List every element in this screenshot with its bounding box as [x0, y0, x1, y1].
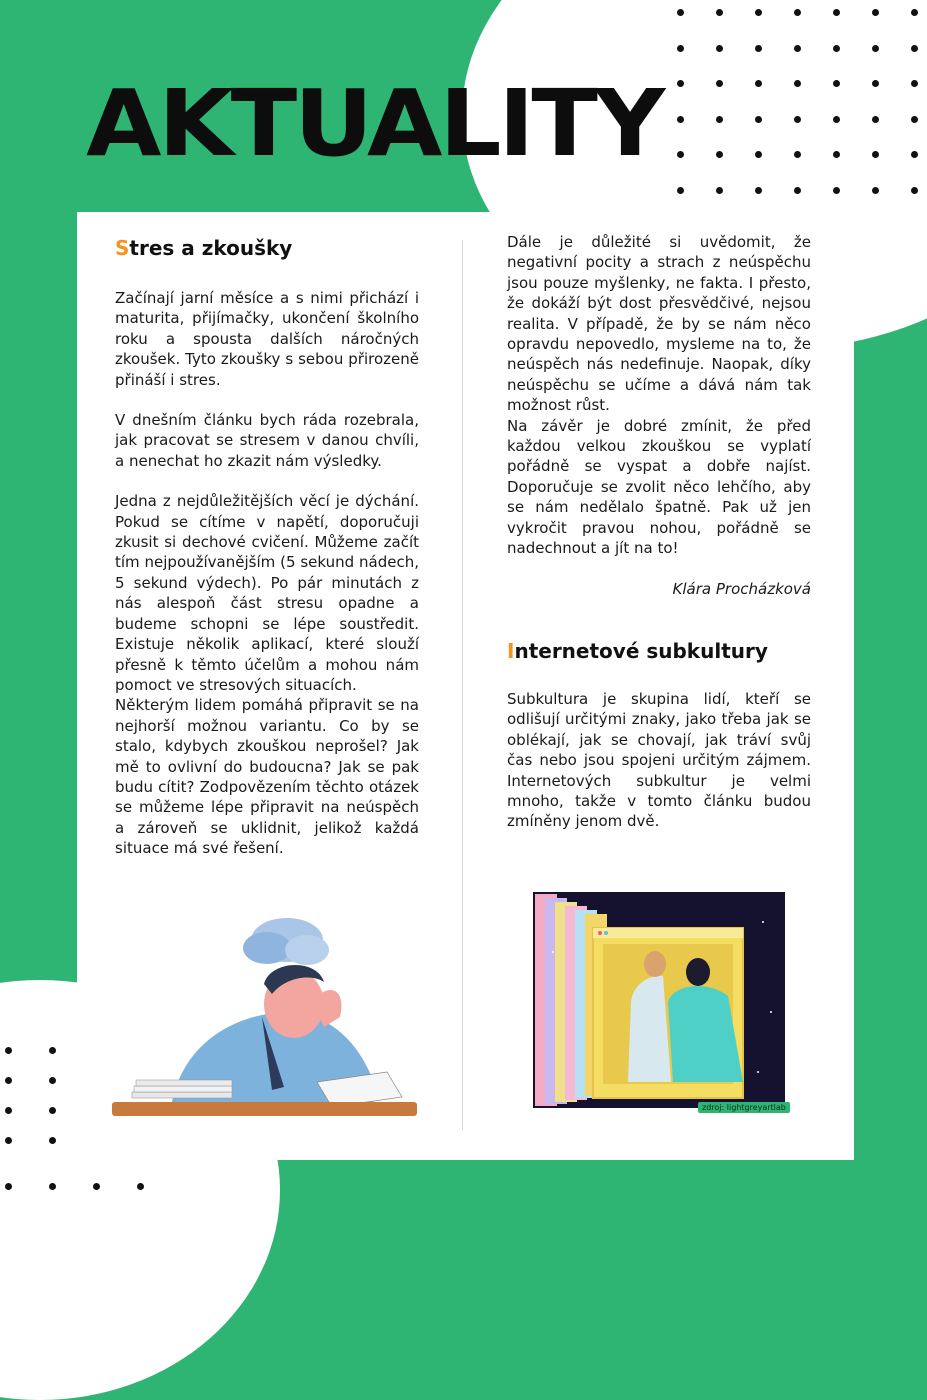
article-stres-paragraph-3: Jedna z nejdůležitějších věcí je dýchání. Pokud se cítíme v napětí, doporučuji zkusit si dechové cvičení. Můžeme začít tím nejpoužívanějším (5 sekund nádech, 5 sekund výdech). Po pár minutách z nás alespoň část stresu opadne a budeme schopni se lépe soustředit. Existuje několik aplikací, které slouží přesně k těmto účelům a mohou nám pomoct ve stresových situacích. — [115, 492, 419, 694]
decorative-dot — [5, 1107, 12, 1114]
decorative-dot — [911, 45, 918, 52]
decorative-dot — [794, 151, 801, 158]
article-stres-paragraph-5: Dále je důležité si uvědomit, že negativní pocity a strach z neúspěchu jsou pouze myšlenky, ne fakta. I přesto, že dokáží být dost přesvědčivé, nejsou realita. V případě, že by se nám něco opravdu nepovedlo, mysleme na to, že neúspěch nás nedefinuje. Naopak, díky neúspěchu se učíme a dává nám tak možnost růst. — [507, 233, 811, 415]
article-stres-paragraph-2: V dnešním článku bych ráda rozebrala, jak pracovat se stresem v danou chvíli, a nenechat ho zkazit nám výsledky. — [115, 411, 419, 470]
decorative-dot — [716, 116, 723, 123]
decorative-dot — [794, 45, 801, 52]
article-author: Klára Procházková — [672, 579, 811, 598]
article-subkultury-paragraph: Subkultura je skupina lidí, kteří se odlišují určitými znaky, jako třeba jak se oblékají, jak se chovají, jak tráví svůj čas nebo jsou spojeni určitým zájmem. Internetových subkultur je velmi mnoho, takže v tomto článku budou zmíněny jenom dvě. — [507, 689, 811, 831]
decorative-dot — [5, 1183, 12, 1190]
decorative-dot — [872, 116, 879, 123]
article-stres-paragraph-1: Začínají jarní měsíce a s nimi přichází i maturita, přijímačky, ukončení školního roku a spousta dalších náročných zkoušek. Tyto zkoušky s sebou přirozeně přináší i stres. — [115, 289, 419, 389]
decorative-dot — [677, 151, 684, 158]
decorative-dot — [911, 151, 918, 158]
decorative-dot — [872, 9, 879, 16]
decorative-dot — [755, 45, 762, 52]
decorative-dot — [677, 9, 684, 16]
decorative-dot — [93, 1183, 100, 1190]
heading-initial: S — [115, 236, 130, 260]
decorative-dot — [677, 116, 684, 123]
decorative-dot — [872, 187, 879, 194]
decorative-dot — [677, 80, 684, 87]
decorative-dot — [49, 1183, 56, 1190]
decorative-dot — [833, 9, 840, 16]
decorative-dot — [716, 80, 723, 87]
decorative-dot — [794, 116, 801, 123]
decorative-dot — [833, 187, 840, 194]
decorative-dot — [911, 187, 918, 194]
decorative-dot — [911, 9, 918, 16]
decorative-dot — [716, 187, 723, 194]
article-stres-heading — [115, 236, 419, 260]
decorative-dot — [49, 1047, 56, 1054]
decorative-dot — [49, 1077, 56, 1084]
decorative-dot — [755, 116, 762, 123]
decorative-dot — [677, 45, 684, 52]
decorative-dot — [794, 80, 801, 87]
page-title: AKTUALITY — [86, 70, 663, 177]
heading-text: tres a zkoušky — [129, 236, 293, 260]
heading-text: nternetové subkultury — [514, 638, 768, 663]
decorative-dot — [716, 151, 723, 158]
article-stres-column — [115, 236, 419, 859]
stressed-student-illustration — [112, 912, 424, 1122]
decorative-dot — [872, 80, 879, 87]
decorative-dot — [833, 116, 840, 123]
subculture-illustration — [533, 892, 785, 1108]
decorative-dot — [872, 151, 879, 158]
decorative-dot — [911, 80, 918, 87]
decorative-dot — [5, 1077, 12, 1084]
decorative-dot — [49, 1107, 56, 1114]
decorative-dot — [755, 151, 762, 158]
decorative-dot — [911, 116, 918, 123]
decorative-dot — [872, 45, 879, 52]
article-stres-paragraph-6: Na závěr je dobré zmínit, že před každou velkou zkouškou se vyplatí pořádně se vyspat a dobře najíst. Doporučuje se zvolit něco lehčího, aby se nám nedělalo špatně. Pak už jen vykročit pravou nohou, pořádně se nadechnout a jít na to! — [507, 416, 811, 558]
article-stres-paragraph-4: Některým lidem pomáhá připravit se na nejhorší možnou variantu. Co by se stalo, kdybych zkouškou neprošel? Jak mě to ovlivní do budoucna? Jak se pak budu cítit? Zodpovězením těchto otázek se můžeme lépe připravit na neúspěch a zároveň se uklidnit, jelikož každá situace má své řešení. — [115, 696, 419, 858]
article-stres-continued-column — [507, 232, 811, 832]
column-divider — [462, 240, 463, 1130]
article-subkultury-heading — [507, 639, 811, 663]
decorative-dot — [5, 1137, 12, 1144]
decorative-dot — [833, 80, 840, 87]
decorative-dot — [755, 80, 762, 87]
decorative-dot — [716, 9, 723, 16]
decorative-dot — [716, 45, 723, 52]
decorative-dot — [833, 45, 840, 52]
decorative-dot — [137, 1183, 144, 1190]
image-credit: zdroj: lightgreyartlab — [698, 1102, 790, 1113]
decorative-dot — [5, 1047, 12, 1054]
decorative-dot — [677, 187, 684, 194]
heading-initial: I — [507, 638, 515, 663]
decorative-dot — [794, 187, 801, 194]
decorative-dot — [49, 1137, 56, 1144]
decorative-dot — [755, 187, 762, 194]
decorative-dot — [794, 9, 801, 16]
decorative-dot — [755, 9, 762, 16]
decorative-dot — [833, 151, 840, 158]
